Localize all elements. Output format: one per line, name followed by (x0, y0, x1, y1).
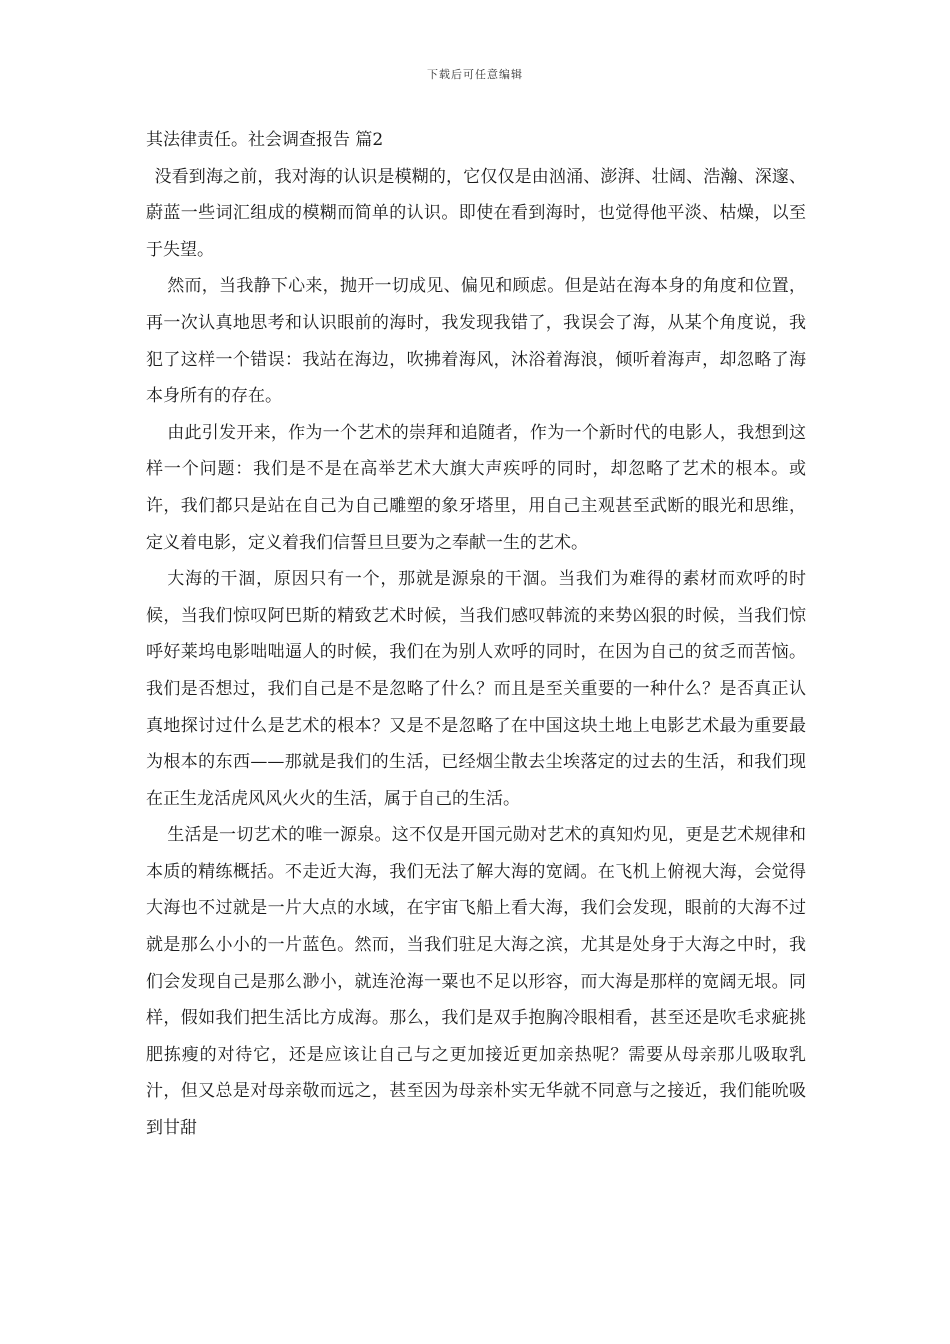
header-note: 下载后可任意编辑 (427, 68, 523, 81)
document-body (146, 122, 806, 1147)
paragraph-3: 由此引发开来，作为一个艺术的崇拜和追随者，作为一个新时代的电影人，我想到这样一个问题：我们是不是在高举艺术大旗大声疾呼的同时，却忽略了艺术的根本。或许，我们都只是站在自己为自己雕塑的象牙塔里，用自己主观甚至武断的眼光和思维，定义着电影，定义着我们信誓旦旦要为之奉献一生的艺术。 (146, 422, 806, 553)
paragraph-4: 大海的干涸，原因只有一个，那就是源泉的干涸。当我们为难得的素材而欢呼的时候，当我们惊叹阿巴斯的精致艺术时候，当我们感叹韩流的来势凶狠的时候，当我们惊呼好莱坞电影咄咄逼人的时候，我们在为别人欢呼的同时，在因为自己的贫乏而苦恼。我们是否想过，我们自己是不是忽略了什么？而且是至关重要的一种什么？是否真正认真地探讨过什么是艺术的根本？又是不是忽略了在中国这块土地上电影艺术最为重要最为根本的东西——那就是我们的生活，已经烟尘散去尘埃落定的过去的生活，和我们现在正生龙活虎风风火火的生活，属于自己的生活。 (146, 569, 806, 809)
paragraph-1: 没看到海之前，我对海的认识是模糊的，它仅仅是由汹涌、澎湃、壮阔、浩瀚、深邃、蔚蓝一些词汇组成的模糊而简单的认识。即使在看到海时，也觉得他平淡、枯燥，以至于失望。 (146, 166, 806, 260)
paragraph-5: 生活是一切艺术的唯一源泉。这不仅是开国元勋对艺术的真知灼见，更是艺术规律和本质的精练概括。不走近大海，我们无法了解大海的宽阔。在飞机上俯视大海，会觉得大海也不过就是一片大点的水域，在宇宙飞船上看大海，我们会发现，眼前的大海不过就是那么小小的一片蓝色。然而，当我们驻足大海之滨，尤其是处身于大海之中时，我们会发现自己是那么渺小，就连沧海一粟也不足以形容，而大海是那样的宽阔无垠。同样，假如我们把生活比方成海。那么，我们是双手抱胸冷眼相看，甚至还是吹毛求疵挑肥拣瘦的对待它，还是应该让自己与之更加接近更加亲热呢？需要从母亲那儿吸取乳汁，但又总是对母亲敬而远之，甚至因为母亲朴实无华就不同意与之接近，我们能吮吸到甘甜 (146, 825, 806, 1139)
lead-line: 其法律责任。社会调查报告 篇2 (146, 130, 384, 150)
paragraph-2: 然而，当我静下心来，抛开一切成见、偏见和顾虑。但是站在海本身的角度和位置，再一次认真地思考和认识眼前的海时，我发现我错了，我误会了海，从某个角度说，我犯了这样一个错误：我站在海边，吹拂着海风，沐浴着海浪，倾听着海声，却忽略了海本身所有的存在。 (146, 276, 806, 407)
